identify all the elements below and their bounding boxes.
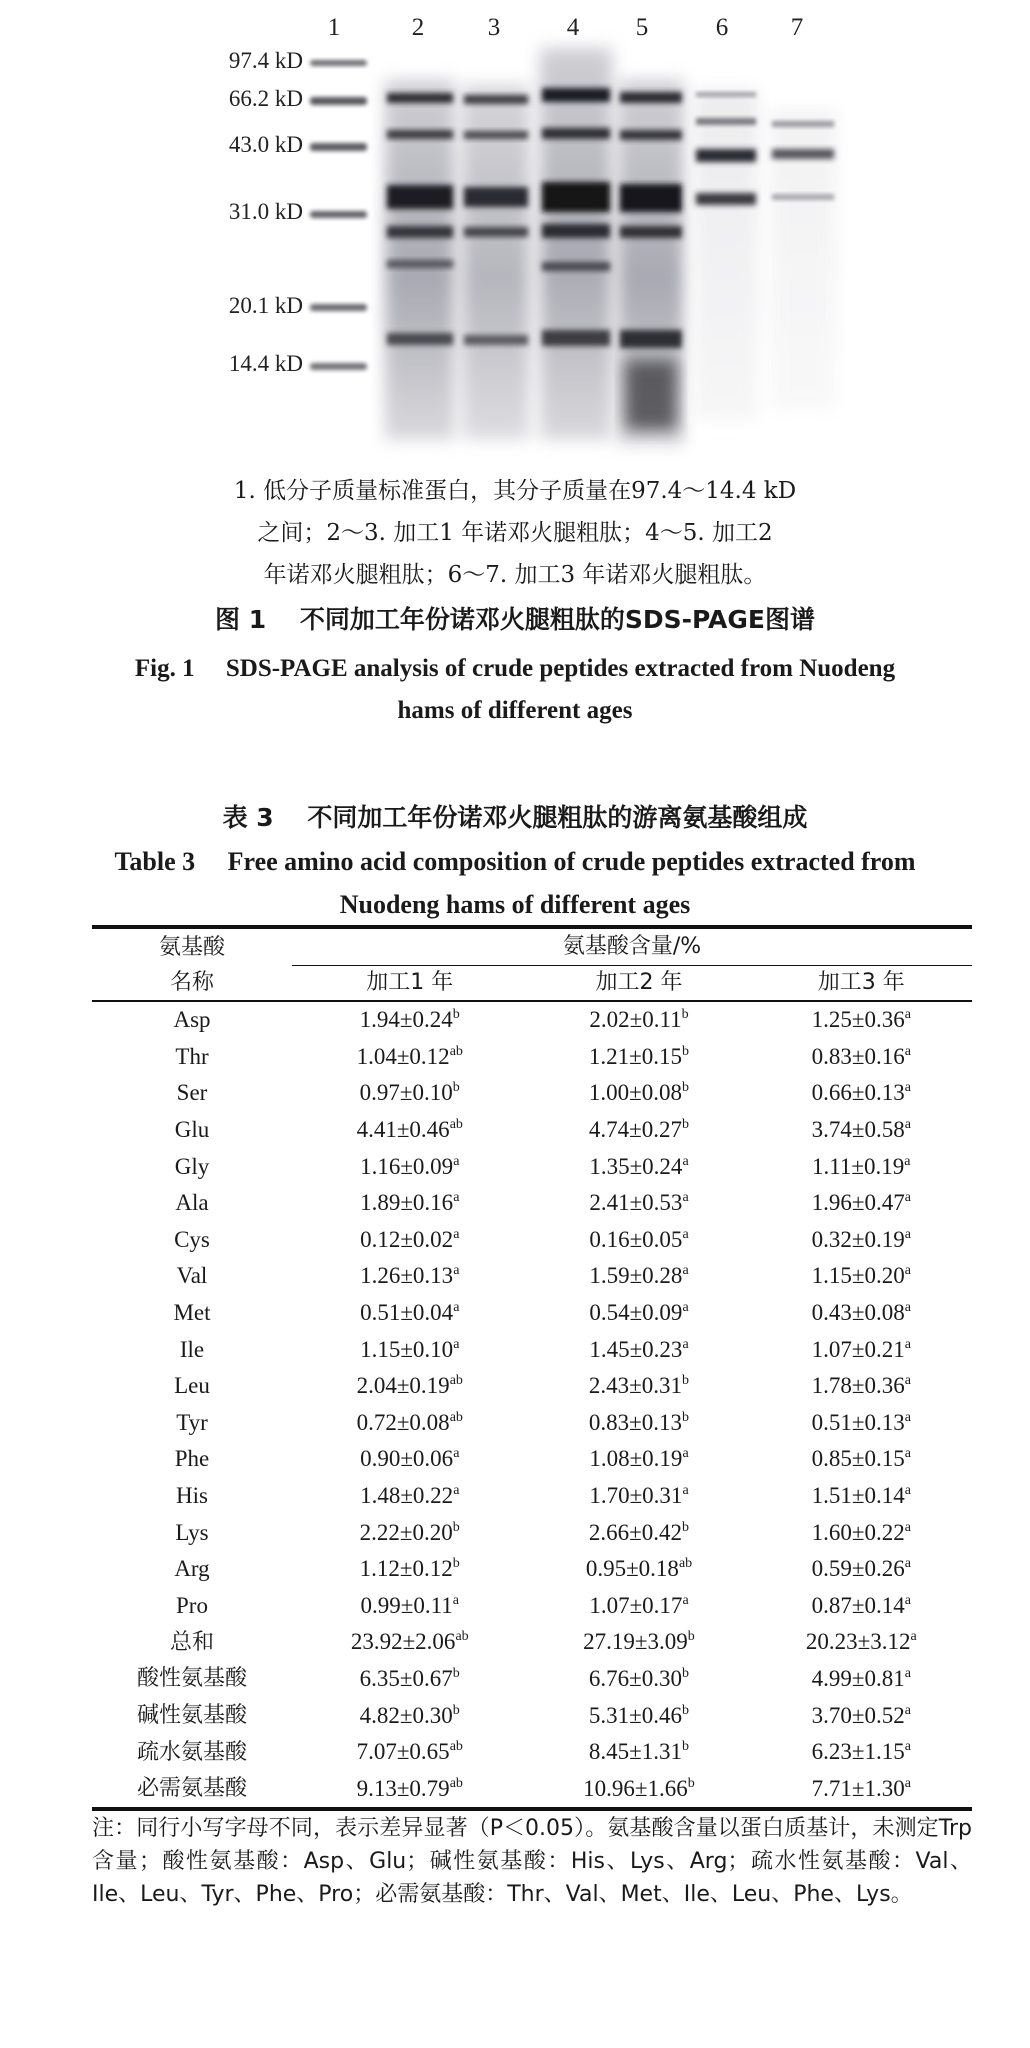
content-value: 1.16±0.09	[360, 1153, 454, 1179]
significance-letter: a	[904, 1117, 911, 1132]
amino-acid-name: Phe	[174, 1446, 210, 1472]
significance-letter: a	[453, 1153, 460, 1169]
content-value: 0.43±0.08	[811, 1299, 905, 1325]
table-row	[92, 1697, 972, 1734]
content-value: 0.59±0.26	[811, 1556, 905, 1582]
content-value: 1.08±0.19	[589, 1446, 683, 1472]
content-cell-year-2	[527, 1368, 750, 1405]
content-value: 4.41±0.46	[356, 1117, 450, 1142]
significance-letter: a	[904, 1336, 911, 1352]
table-row	[92, 1295, 972, 1332]
content-value: 1.04±0.12	[356, 1043, 450, 1069]
content-value: 1.70±0.31	[589, 1482, 683, 1508]
significance-letter: a	[452, 1592, 459, 1608]
content-value: 0.87±0.14	[811, 1592, 905, 1618]
amino-acid-name: Thr	[175, 1043, 209, 1069]
content-cell-year-2	[527, 1770, 750, 1809]
content-value: 2.43±0.31	[588, 1373, 683, 1399]
content-value: 2.04±0.19	[356, 1373, 450, 1399]
content-cell-year-3	[751, 1551, 973, 1588]
content-value: 0.72±0.08	[356, 1409, 450, 1435]
amino-acid-name: 总和	[169, 1629, 214, 1655]
content-cell-year-1	[292, 1258, 527, 1295]
lane-1-marker-bands	[310, 60, 367, 370]
content-cell-year-2	[527, 1734, 750, 1771]
table-row	[92, 1148, 972, 1185]
significance-letter: a	[453, 1336, 460, 1352]
table-row	[92, 1039, 972, 1076]
amino-acid-name: Met	[173, 1299, 211, 1325]
significance-letter: a	[904, 1665, 911, 1681]
lane-number-2: 2	[411, 14, 425, 41]
content-cell-year-2	[527, 1551, 750, 1588]
significance-letter: a	[682, 1482, 689, 1498]
figure-note-line-3: 年诺邓火腿粗肽；6～7. 加工3 年诺邓火腿粗肽。	[263, 562, 767, 588]
content-value: 0.66±0.13	[811, 1080, 905, 1106]
content-value: 1.07±0.17	[589, 1592, 683, 1618]
amino-acid-name: Glu	[174, 1117, 210, 1142]
amino-acid-name: Cys	[174, 1226, 210, 1252]
content-value: 0.85±0.15	[811, 1446, 905, 1472]
significance-letter: b	[682, 1080, 690, 1096]
lanes-6-7-smear	[694, 90, 836, 420]
significance-letter: a	[904, 1592, 911, 1608]
content-value: 1.94±0.24	[359, 1007, 453, 1033]
table-row	[92, 1624, 972, 1661]
marker-label-20-1: 20.1 kD	[228, 293, 303, 318]
content-cell-year-3	[751, 1001, 973, 1039]
significance-letter: a	[682, 1592, 689, 1608]
significance-letter: b	[682, 1409, 690, 1425]
figure-title-en-line-1: Fig. 1 SDS-PAGE analysis of crude peptides extracted from Nuodeng	[134, 655, 896, 682]
significance-letter: a	[904, 1775, 911, 1791]
table-body	[92, 1001, 972, 1809]
significance-letter: a	[453, 1226, 460, 1242]
content-cell-year-2	[527, 1661, 750, 1698]
content-cell-year-2	[527, 1075, 750, 1112]
content-cell-year-1	[292, 1624, 527, 1661]
marker-label-43-0: 43.0 kD	[228, 132, 303, 157]
significance-letter: a	[904, 1519, 911, 1535]
content-value: 0.97±0.10	[359, 1080, 453, 1106]
table-row	[92, 1001, 972, 1039]
table-row	[92, 1222, 972, 1259]
significance-letter: a	[904, 1409, 911, 1425]
lane-number-3: 3	[487, 14, 501, 41]
significance-letter: a	[453, 1263, 460, 1279]
marker-label-97-4: 97.4 kD	[228, 48, 303, 73]
content-value: 0.99±0.11	[360, 1592, 453, 1618]
content-cell-year-2	[527, 1478, 750, 1515]
content-cell-year-2	[527, 1039, 750, 1076]
content-cell-year-2	[527, 1441, 750, 1478]
significance-letter: ab	[449, 1409, 463, 1425]
table-row	[92, 1478, 972, 1515]
significance-letter: a	[904, 1043, 911, 1059]
significance-letter: ab	[449, 1739, 463, 1755]
content-value: 23.92±2.06	[350, 1629, 456, 1655]
content-cell-year-2	[527, 1624, 750, 1661]
significance-letter: a	[904, 1373, 911, 1389]
table-row	[92, 1258, 972, 1295]
content-cell-year-3	[751, 1405, 973, 1442]
content-value: 1.51±0.14	[811, 1482, 905, 1508]
content-cell-year-1	[292, 1039, 527, 1076]
content-cell-year-2	[527, 1405, 750, 1442]
significance-letter: b	[682, 1043, 690, 1059]
content-cell-year-3	[751, 1368, 973, 1405]
amino-acid-name: Ile	[179, 1336, 205, 1362]
content-value: 1.59±0.28	[589, 1263, 683, 1289]
significance-letter: b	[682, 1702, 690, 1718]
figure-title-en-line-2: hams of different ages	[397, 697, 633, 724]
content-value: 0.54±0.09	[589, 1299, 683, 1325]
figure-note-line-1: 1. 低分子质量标准蛋白，其分子质量在97.4～14.4 kD	[233, 478, 797, 504]
table-row	[92, 1551, 972, 1588]
table-title-en-line-2: Nuodeng hams of different ages	[339, 890, 691, 919]
content-value: 1.89±0.16	[360, 1190, 454, 1216]
content-cell-year-1	[292, 1588, 527, 1625]
significance-letter: a	[904, 1153, 911, 1169]
significance-letter: a	[453, 1482, 460, 1498]
amino-acid-name: Ser	[176, 1080, 208, 1106]
content-cell-year-3	[751, 1112, 973, 1149]
figure-note	[0, 470, 1030, 596]
content-value: 1.11±0.19	[812, 1153, 905, 1179]
content-value: 1.21±0.15	[588, 1043, 683, 1069]
content-cell-year-3	[751, 1624, 973, 1661]
significance-letter: a	[682, 1153, 689, 1169]
amino-acid-name: His	[176, 1482, 208, 1508]
content-value: 3.70±0.52	[811, 1702, 905, 1728]
figure-title-en	[0, 648, 1030, 732]
content-cell-year-3	[751, 1222, 973, 1259]
content-cell-year-2	[527, 1295, 750, 1332]
significance-letter: b	[452, 1519, 460, 1535]
content-cell-year-3	[751, 1770, 973, 1809]
amino-acid-name: Gly	[174, 1153, 210, 1179]
marker-label-14-4: 14.4 kD	[228, 351, 303, 376]
significance-letter: a	[910, 1629, 917, 1645]
content-cell-year-1	[292, 1222, 527, 1259]
content-cell-year-1	[292, 1295, 527, 1332]
significance-letter: b	[682, 1373, 690, 1389]
content-value: 6.23±1.15	[811, 1739, 905, 1765]
significance-letter: ab	[449, 1043, 463, 1059]
amino-acid-name: Lys	[175, 1519, 209, 1545]
content-cell-year-2	[527, 1148, 750, 1185]
figure-note-line-2: 之间；2～3. 加工1 年诺邓火腿粗肽；4～5. 加工2	[257, 520, 773, 546]
content-cell-year-3	[751, 1441, 973, 1478]
content-value: 1.15±0.20	[811, 1263, 905, 1289]
table-row	[92, 1405, 972, 1442]
table-row	[92, 1368, 972, 1405]
content-value: 4.99±0.81	[811, 1665, 905, 1691]
table-row	[92, 1441, 972, 1478]
content-value: 8.45±1.31	[588, 1739, 683, 1765]
significance-letter: a	[904, 1007, 911, 1023]
header-year-1: 加工1 年	[292, 966, 527, 1002]
table-row	[92, 1734, 972, 1771]
significance-letter: ab	[449, 1117, 463, 1132]
significance-letter: a	[904, 1299, 911, 1315]
significance-letter: a	[904, 1556, 911, 1572]
content-value: 1.60±0.22	[811, 1519, 905, 1545]
content-cell-year-1	[292, 1148, 527, 1185]
content-cell-year-1	[292, 1697, 527, 1734]
content-cell-year-3	[751, 1295, 973, 1332]
content-value: 0.51±0.04	[360, 1299, 454, 1325]
content-value: 1.00±0.08	[588, 1080, 683, 1106]
header-year-3: 加工3 年	[751, 966, 973, 1002]
content-value: 0.83±0.13	[588, 1409, 683, 1435]
content-value: 1.96±0.47	[811, 1190, 905, 1216]
significance-letter: b	[682, 1519, 690, 1535]
table-row	[92, 1112, 972, 1149]
significance-letter: b	[682, 1665, 690, 1681]
content-cell-year-1	[292, 1441, 527, 1478]
content-cell-year-1	[292, 1075, 527, 1112]
content-value: 1.48±0.22	[360, 1482, 454, 1508]
table-row	[92, 1514, 972, 1551]
content-cell-year-1	[292, 1331, 527, 1368]
amino-acid-name: 碱性氨基酸	[136, 1703, 247, 1729]
content-value: 1.07±0.21	[811, 1336, 905, 1362]
significance-letter: a	[682, 1336, 689, 1352]
content-value: 4.74±0.27	[588, 1117, 683, 1142]
content-value: 9.13±0.79	[356, 1775, 450, 1801]
table-row	[92, 1588, 972, 1625]
significance-letter: b	[452, 1665, 460, 1681]
figure-title-cn: 图 1 不同加工年份诺邓火腿粗肽的SDS-PAGE图谱	[215, 605, 815, 634]
content-cell-year-2	[527, 1697, 750, 1734]
significance-letter: a	[904, 1080, 911, 1096]
significance-letter: a	[682, 1299, 689, 1315]
significance-letter: a	[453, 1446, 460, 1462]
content-cell-year-3	[751, 1258, 973, 1295]
content-value: 0.12±0.02	[360, 1226, 454, 1252]
table-note: 注：同行小写字母不同，表示差异显著（P＜0.05）。氨基酸含量以蛋白质基计，未测定Trp含量；酸性氨基酸：Asp、Glu；碱性氨基酸：His、Lys、Arg；疏水性氨基酸：Val、Ile、Leu、Tyr、Phe、Pro；必需氨基酸：Thr、Val、Met、Ile、Leu、Phe、Lys。	[92, 1816, 972, 1907]
significance-letter: a	[682, 1263, 689, 1279]
content-value: 6.35±0.67	[359, 1665, 453, 1691]
content-cell-year-1	[292, 1661, 527, 1698]
content-value: 7.71±1.30	[811, 1775, 905, 1801]
content-value: 7.07±0.65	[356, 1739, 450, 1765]
content-cell-year-3	[751, 1588, 973, 1625]
amino-acid-name: Val	[176, 1263, 208, 1289]
content-value: 3.74±0.58	[811, 1117, 905, 1142]
content-cell-year-3	[751, 1514, 973, 1551]
header-content: 氨基酸含量/%	[292, 927, 972, 966]
amino-acid-name: Pro	[176, 1592, 208, 1618]
significance-letter: ab	[449, 1775, 463, 1791]
significance-letter: b	[682, 1739, 690, 1755]
content-cell-year-3	[751, 1661, 973, 1698]
significance-letter: a	[453, 1299, 460, 1315]
significance-letter: b	[452, 1702, 460, 1718]
significance-letter: a	[682, 1446, 689, 1462]
significance-letter: b	[681, 1007, 689, 1023]
content-cell-year-3	[751, 1697, 973, 1734]
table-title-cn: 表 3 不同加工年份诺邓火腿粗肽的游离氨基酸组成	[222, 803, 808, 832]
content-cell-year-3	[751, 1185, 973, 1222]
content-cell-year-1	[292, 1478, 527, 1515]
lane-number-1: 1	[327, 14, 341, 41]
content-cell-year-1	[292, 1551, 527, 1588]
content-value: 0.95±0.18	[585, 1556, 679, 1582]
content-value: 2.22±0.20	[359, 1519, 453, 1545]
lane-number-5: 5	[635, 14, 649, 41]
significance-letter: b	[687, 1629, 695, 1645]
amino-acid-name: Ala	[175, 1190, 209, 1216]
amino-acid-name: Arg	[174, 1556, 210, 1582]
significance-letter: a	[904, 1226, 911, 1242]
significance-letter: a	[904, 1190, 911, 1206]
marker-label-31-0: 31.0 kD	[228, 199, 303, 224]
content-cell-year-2	[527, 1001, 750, 1039]
significance-letter: ab	[449, 1373, 463, 1389]
content-cell-year-2	[527, 1331, 750, 1368]
content-cell-year-2	[527, 1185, 750, 1222]
table-row	[92, 1185, 972, 1222]
content-cell-year-1	[292, 1405, 527, 1442]
content-cell-year-1	[292, 1770, 527, 1809]
header-year-2: 加工2 年	[527, 966, 750, 1002]
content-cell-year-2	[527, 1112, 750, 1149]
significance-letter: a	[904, 1702, 911, 1718]
content-value: 0.51±0.13	[811, 1409, 905, 1435]
amino-acid-name: Tyr	[176, 1409, 208, 1435]
significance-letter: ab	[455, 1629, 469, 1645]
significance-letter: b	[687, 1775, 695, 1791]
marker-label-66-2: 66.2 kD	[228, 86, 303, 111]
content-value: 1.78±0.36	[811, 1373, 905, 1399]
lane-number-6: 6	[715, 14, 729, 41]
content-cell-year-2	[527, 1222, 750, 1259]
content-value: 1.12±0.12	[359, 1556, 453, 1582]
content-value: 0.90±0.06	[360, 1446, 454, 1472]
content-cell-year-3	[751, 1478, 973, 1515]
content-value: 5.31±0.46	[588, 1702, 683, 1728]
significance-letter: a	[682, 1226, 689, 1242]
table-title-en-line-1: Table 3 Free amino acid composition of crude peptides extracted from	[114, 847, 916, 876]
content-value: 0.32±0.19	[811, 1226, 905, 1252]
content-value: 1.26±0.13	[360, 1263, 454, 1289]
content-value: 0.16±0.05	[589, 1226, 683, 1252]
significance-letter: a	[904, 1739, 911, 1755]
content-value: 1.35±0.24	[589, 1153, 683, 1179]
significance-letter: b	[452, 1556, 460, 1572]
content-cell-year-2	[527, 1514, 750, 1551]
significance-letter: a	[904, 1263, 911, 1279]
content-cell-year-1	[292, 1112, 527, 1149]
amino-acid-name: Leu	[174, 1373, 210, 1399]
content-cell-year-1	[292, 1001, 527, 1039]
table-row	[92, 1770, 972, 1809]
content-value: 27.19±3.09	[583, 1629, 688, 1655]
significance-letter: b	[452, 1080, 460, 1096]
table-row	[92, 1331, 972, 1368]
table-title-en	[0, 840, 1030, 926]
content-value: 1.45±0.23	[589, 1336, 683, 1362]
table-row	[92, 1075, 972, 1112]
content-value: 0.83±0.16	[811, 1043, 905, 1069]
content-cell-year-3	[751, 1075, 973, 1112]
content-value: 6.76±0.30	[588, 1665, 683, 1691]
lane-number-7: 7	[790, 14, 804, 41]
amino-acid-table	[92, 925, 972, 1811]
content-cell-year-1	[292, 1185, 527, 1222]
lane-number-4: 4	[566, 14, 580, 41]
amino-acid-name: Asp	[173, 1007, 211, 1033]
content-cell-year-1	[292, 1368, 527, 1405]
content-value: 2.02±0.11	[589, 1007, 682, 1033]
table-row	[92, 1661, 972, 1698]
sds-page-gel-figure	[190, 10, 880, 460]
significance-letter: a	[904, 1446, 911, 1462]
content-value: 1.15±0.10	[360, 1336, 454, 1362]
significance-letter: b	[452, 1007, 460, 1023]
content-value: 1.25±0.36	[811, 1007, 905, 1033]
significance-letter: a	[904, 1482, 911, 1498]
content-cell-year-3	[751, 1148, 973, 1185]
significance-letter: b	[682, 1117, 690, 1132]
content-cell-year-3	[751, 1039, 973, 1076]
header-name: 名称	[92, 966, 292, 1002]
significance-letter: a	[682, 1190, 689, 1206]
content-value: 2.66±0.42	[588, 1519, 683, 1545]
content-value: 10.96±1.66	[583, 1775, 688, 1801]
significance-letter: a	[453, 1190, 460, 1206]
content-cell-year-1	[292, 1514, 527, 1551]
content-value: 20.23±3.12	[805, 1629, 911, 1655]
content-cell-year-3	[751, 1734, 973, 1771]
amino-acid-name: 疏水氨基酸	[136, 1739, 247, 1765]
amino-acid-name: 酸性氨基酸	[136, 1666, 247, 1692]
content-cell-year-2	[527, 1588, 750, 1625]
content-value: 4.82±0.30	[359, 1702, 453, 1728]
amino-acid-name: 必需氨基酸	[92, 1770, 292, 1809]
content-cell-year-3	[751, 1331, 973, 1368]
content-cell-year-1	[292, 1734, 527, 1771]
content-value: 2.41±0.53	[589, 1190, 683, 1216]
significance-letter: ab	[678, 1556, 693, 1572]
header-amino-acid: 氨基酸	[92, 927, 292, 966]
content-cell-year-2	[527, 1258, 750, 1295]
